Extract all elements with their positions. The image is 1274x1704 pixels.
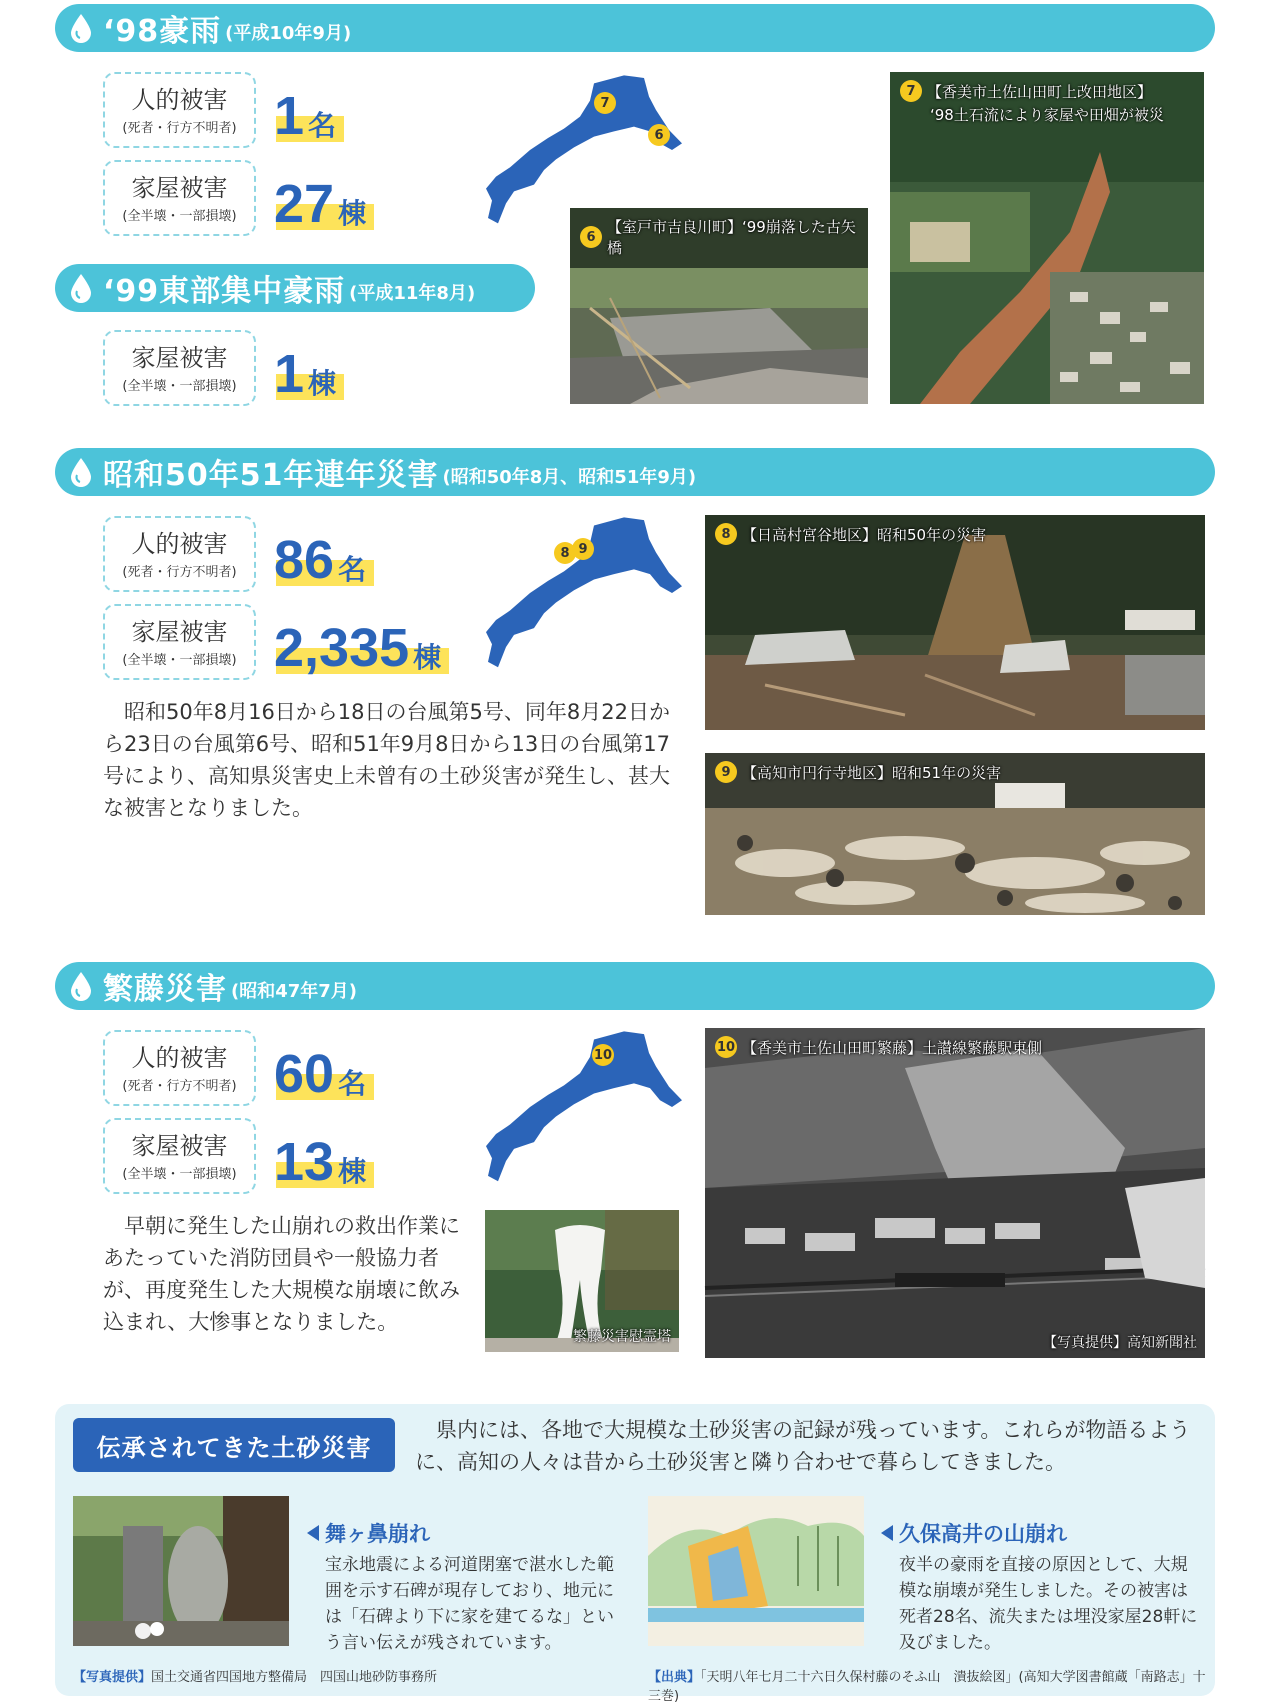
- stat-value: [274, 516, 366, 592]
- kochi-map-icon: [484, 512, 684, 674]
- photo-caption-line2: ‘98土石流により家屋や田畑が被災: [930, 106, 1164, 124]
- photo-number-badge: 9: [715, 761, 737, 783]
- stat-number: 2,335: [274, 618, 410, 678]
- section-subtitle: (昭和47年7月): [231, 981, 358, 1002]
- photo-9: [705, 753, 1205, 915]
- stat-box: [103, 160, 256, 236]
- stat-unit: 名: [338, 1067, 367, 1100]
- stat-unit: 棟: [338, 1155, 367, 1188]
- kochi-map-icon: [484, 70, 684, 230]
- stat-note: (死者・行方不明者): [122, 564, 237, 580]
- caption-text: 【香美市土佐山田町繁藤】土讃線繁藤駅東側: [742, 1038, 1043, 1057]
- section-header-s5051: [55, 448, 1215, 496]
- photo-caption: [580, 216, 868, 258]
- caption-text: 【室戸市吉良川町】‘99崩落した古矢橋: [607, 218, 856, 257]
- stat-value: [274, 330, 336, 406]
- water-drop-icon: [69, 273, 93, 303]
- photo-credit-footer: [73, 1666, 437, 1685]
- stat-unit: 棟: [413, 641, 442, 674]
- stat-note: (死者・行方不明者): [122, 120, 237, 136]
- landslide-painting-image: [648, 1496, 864, 1646]
- section-title: ‘98豪雨: [103, 14, 222, 49]
- kochi-map-s5051: [484, 512, 684, 674]
- map-marker: 10: [592, 1044, 614, 1066]
- footer-text: 国土交通省四国地方整備局 四国山地砂防事務所: [151, 1670, 438, 1685]
- photo-7: [890, 72, 1204, 404]
- legacy-title: 伝承されてきた土砂災害: [73, 1418, 395, 1472]
- section-title: 繁藤災害: [103, 972, 227, 1007]
- stat-value: [274, 160, 366, 236]
- map-marker: 9: [572, 538, 594, 560]
- legacy-intro: 県内には、各地で大規模な土砂災害の記録が残っています。これらが物語るように、高知の人々は昔から土砂災害と隣り合わせで暮らしてきました。: [415, 1418, 1191, 1474]
- photo-number-badge: 6: [580, 226, 602, 248]
- photo-8: [705, 515, 1205, 730]
- casualty-stat-s5051: [103, 516, 366, 592]
- photo-10: [705, 1028, 1205, 1358]
- stat-label: 人的被害: [131, 529, 228, 558]
- item-title-text: 久保高井の山崩れ: [899, 1522, 1067, 1546]
- stat-number: 1: [274, 344, 305, 404]
- stat-number: 1: [274, 86, 305, 146]
- section-title: ‘99東部集中豪雨: [103, 274, 346, 309]
- water-drop-icon: [69, 971, 93, 1001]
- casualty-stat-98: [103, 72, 336, 148]
- kochi-map-98: [484, 70, 684, 230]
- shigefuji-description: 早朝に発生した山崩れの救出作業にあたっていた消防団員や一般協力者が、再度発生した大規模な崩壊に飲み込まれ、大惨事となりました。: [103, 1214, 460, 1334]
- legacy-section: [55, 1404, 1215, 1704]
- caption-text: 【香美市土佐山田町上改田地区】: [927, 82, 1153, 101]
- item-title-text: 舞ヶ鼻崩れ: [325, 1522, 430, 1546]
- photo-caption: [715, 1036, 1042, 1058]
- kochi-map-shigefuji: [484, 1026, 684, 1188]
- casualty-stat-shigefuji: [103, 1030, 366, 1106]
- stat-note: (全半壊・一部損壊): [122, 378, 237, 394]
- stat-box: [103, 330, 256, 406]
- stat-note: (全半壊・一部損壊): [122, 208, 237, 224]
- stat-label: 家屋被害: [131, 617, 228, 646]
- water-drop-icon: [69, 457, 93, 487]
- house-stat-s5051: [103, 604, 441, 680]
- photo-number-badge: 7: [900, 80, 922, 102]
- footer-text: 「天明八年七月二十六日久保村藤のそふ山 潰抜絵図」(高知大学図書館蔵「南路志」十三巻): [648, 1670, 1206, 1704]
- stat-box: [103, 516, 256, 592]
- stat-number: 27: [274, 174, 335, 234]
- legacy-item1-text: 宝永地震による河道閉塞で湛水した範囲を示す石碑が現存しており、地元には「石碑より下に家を建てるな」という言い伝えが残されています。: [325, 1555, 614, 1653]
- house-stat-98: [103, 160, 366, 236]
- photo-10-image: [705, 1028, 1205, 1358]
- map-marker: 8: [554, 542, 576, 564]
- source-footer: [648, 1666, 1215, 1704]
- house-stat-99: [103, 330, 336, 406]
- stat-note: (死者・行方不明者): [122, 1078, 237, 1094]
- stat-unit: 名: [338, 553, 367, 586]
- photo-number-badge: 10: [715, 1036, 737, 1058]
- stat-value: [274, 604, 441, 680]
- stat-unit: 名: [308, 109, 337, 142]
- section-header-shigefuji: [55, 962, 1215, 1010]
- photo-caption: [715, 523, 986, 545]
- stat-value: [274, 72, 336, 148]
- legacy-item1-title: [307, 1518, 430, 1548]
- water-drop-icon: [69, 13, 93, 43]
- stat-value: [274, 1118, 366, 1194]
- house-stat-shigefuji: [103, 1118, 366, 1194]
- legacy-item2-text: 夜半の豪雨を直接の原因として、大規模な崩壊が発生しました。その被害は死者28名、流失または埋没家屋28軒に及びました。: [899, 1555, 1198, 1653]
- section-subtitle: (平成11年8月): [349, 283, 476, 304]
- stone-monument-image: [73, 1496, 289, 1646]
- caption-text: 【高知市円行寺地区】昭和51年の災害: [742, 763, 1002, 782]
- stat-unit: 棟: [338, 197, 367, 230]
- section-header-99: [55, 264, 535, 312]
- footer-label: 【出典】: [648, 1670, 701, 1685]
- stat-note: (全半壊・一部損壊): [122, 1166, 237, 1182]
- map-marker: 6: [648, 124, 670, 146]
- stat-label: 人的被害: [131, 85, 228, 114]
- photo-caption: [900, 80, 1152, 102]
- stat-number: 86: [274, 530, 335, 590]
- stat-box: [103, 604, 256, 680]
- stat-label: 家屋被害: [131, 173, 228, 202]
- triangle-pointer-icon: [307, 1525, 319, 1541]
- photo-8-image: [705, 515, 1205, 730]
- map-marker: 7: [594, 92, 616, 114]
- stat-label: 家屋被害: [131, 343, 228, 372]
- stat-label: 家屋被害: [131, 1131, 228, 1160]
- photo-number-badge: 8: [715, 523, 737, 545]
- memorial-caption: 繁藤災害慰霊塔: [573, 1329, 671, 1345]
- stat-box: [103, 1030, 256, 1106]
- triangle-pointer-icon: [881, 1525, 893, 1541]
- kochi-map-icon: [484, 1026, 684, 1188]
- section-subtitle: (昭和50年8月、昭和51年9月): [442, 467, 697, 488]
- caption-text: 【日高村宮谷地区】昭和50年の災害: [742, 525, 987, 544]
- landslide-painting: [648, 1496, 864, 1646]
- stat-label: 人的被害: [131, 1043, 228, 1072]
- photo-caption: [715, 761, 1001, 783]
- memorial-photo: [485, 1210, 679, 1352]
- footer-label: 【写真提供】: [73, 1670, 152, 1685]
- stone-monument-photo: [73, 1496, 289, 1646]
- stat-number: 13: [274, 1132, 335, 1192]
- photo-credit: 【写真提供】高知新聞社: [1043, 1335, 1197, 1351]
- legacy-item2-title: [881, 1518, 1067, 1548]
- stat-value: [274, 1030, 366, 1106]
- stat-box: [103, 1118, 256, 1194]
- stat-unit: 棟: [308, 367, 337, 400]
- section-subtitle: (平成10年9月): [225, 23, 352, 44]
- stat-note: (全半壊・一部損壊): [122, 652, 237, 668]
- photo-6: [570, 208, 868, 404]
- s5051-description: 昭和50年8月16日から18日の台風第5号、同年8月22日から23日の台風第6号、昭和51年9月8日から13日の台風第17号により、高知県災害史上未曾有の土砂災害が発生し、甚大な被害となりました。: [103, 700, 670, 820]
- section-title: 昭和50年51年連年災害: [103, 458, 439, 493]
- stat-box: [103, 72, 256, 148]
- stat-number: 60: [274, 1044, 335, 1104]
- section-header-98: [55, 4, 1215, 52]
